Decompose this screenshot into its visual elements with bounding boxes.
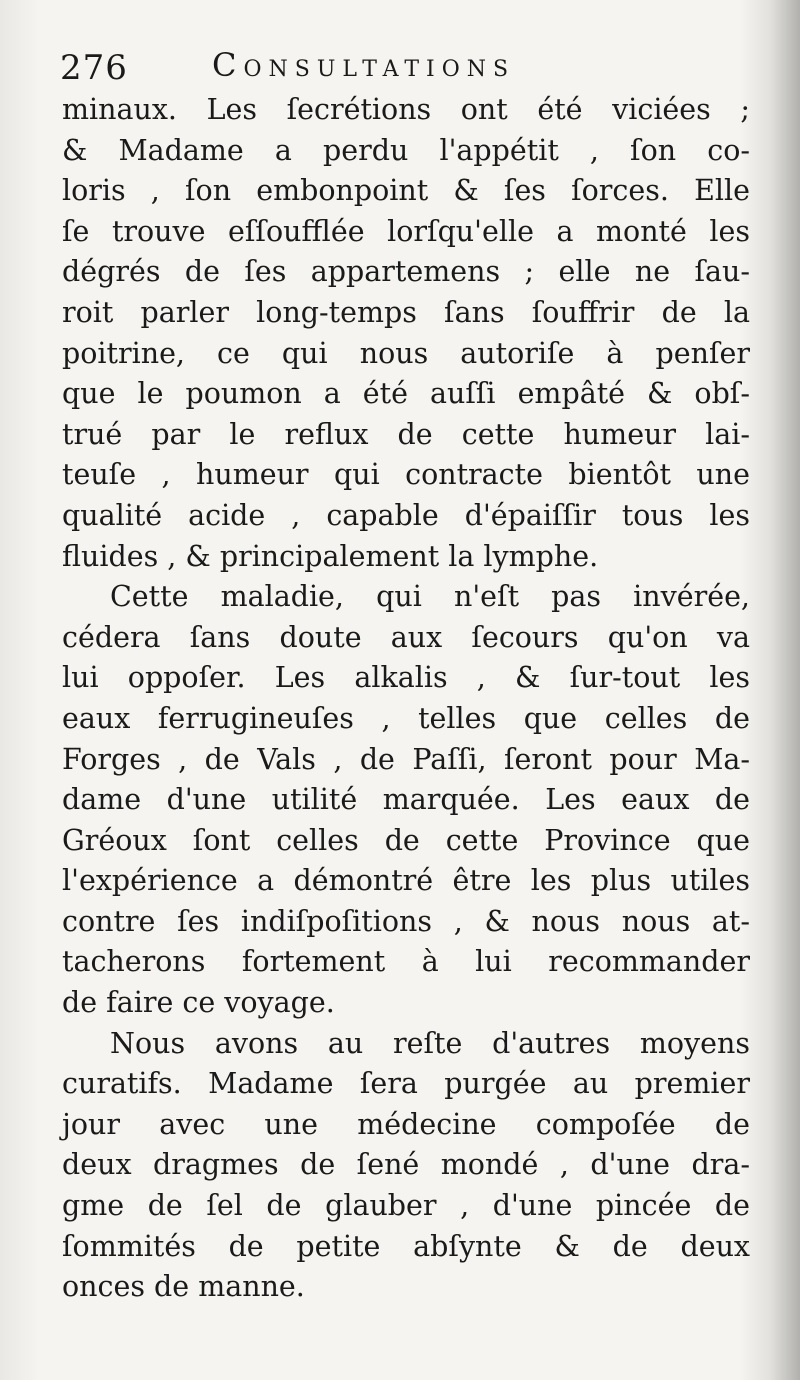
text-line: poitrine, ce qui nous autoriſe à penſer bbox=[62, 336, 750, 370]
text-line: qualité acide , capable d'épaiſſir tous les bbox=[62, 498, 750, 532]
text-line: Forges , de Vals , de Paſſi, ſeront pour Ma- bbox=[62, 742, 750, 776]
text-line: loris , ſon embonpoint & ſes ſorces. Elle bbox=[62, 174, 750, 208]
text-line: de faire ce voyage. bbox=[62, 986, 335, 1020]
text-line: fluides , & principalement la lymphe. bbox=[62, 539, 599, 573]
paragraph-2 bbox=[62, 577, 750, 1024]
running-head bbox=[60, 40, 750, 90]
text-line: Cette maladie, qui n'eſt pas invérée, bbox=[110, 580, 750, 614]
text-line: l'expérience a démontré être les plus utiles bbox=[62, 864, 750, 898]
text-line: curatifs. Madame ſera purgée au premier bbox=[62, 1067, 750, 1101]
text-line: & Madame a perdu l'appétit , ſon co- bbox=[62, 133, 750, 167]
text-line: eaux ferrugineuſes , telles que celles de bbox=[62, 701, 750, 735]
text-line: minaux. Les ſecrétions ont été viciées ; bbox=[62, 93, 750, 126]
text-line: que le poumon a été auſſi empâté & obſ- bbox=[62, 377, 750, 411]
text-line: roit parler long-temps ſans ſouffrir de la bbox=[62, 295, 750, 329]
text-line: onces de manne. bbox=[62, 1270, 305, 1304]
running-title: Consultations bbox=[212, 46, 516, 84]
text-line: ſe trouve eſſoufflée lorſqu'elle a monté les bbox=[62, 214, 750, 248]
text-line: gme de ſel de glauber , d'une pincée de bbox=[62, 1189, 750, 1223]
body-text bbox=[62, 90, 750, 1308]
text-line: lui oppoſer. Les alkalis , & ſur-tout les bbox=[62, 661, 750, 695]
text-line: dégrés de ſes appartemens ; elle ne ſau- bbox=[62, 255, 750, 289]
text-line: tacherons fortement à lui recommander bbox=[62, 945, 750, 979]
paragraph-3 bbox=[62, 1024, 750, 1308]
paragraph-1 bbox=[62, 90, 750, 577]
page-number: 276 bbox=[60, 48, 128, 88]
text-line: Nous avons au reſte d'autres moyens bbox=[110, 1026, 750, 1060]
text-line: cédera ſans doute aux ſecours qu'on va bbox=[62, 620, 750, 654]
text-line: deux dragmes de ſené mondé , d'une dra- bbox=[62, 1148, 750, 1182]
text-line: teuſe , humeur qui contracte bientôt une bbox=[62, 458, 750, 492]
text-line: Gréoux ſont celles de cette Province que bbox=[62, 823, 750, 857]
text-line: jour avec une médecine compoſée de bbox=[62, 1107, 750, 1141]
text-line: dame d'une utilité marquée. Les eaux de bbox=[62, 783, 750, 817]
text-line: trué par le reflux de cette humeur lai- bbox=[62, 417, 750, 451]
text-line: ſommités de petite abſynte & de deux bbox=[62, 1229, 750, 1263]
text-line: contre ſes indiſpoſitions , & nous nous at- bbox=[62, 904, 750, 938]
